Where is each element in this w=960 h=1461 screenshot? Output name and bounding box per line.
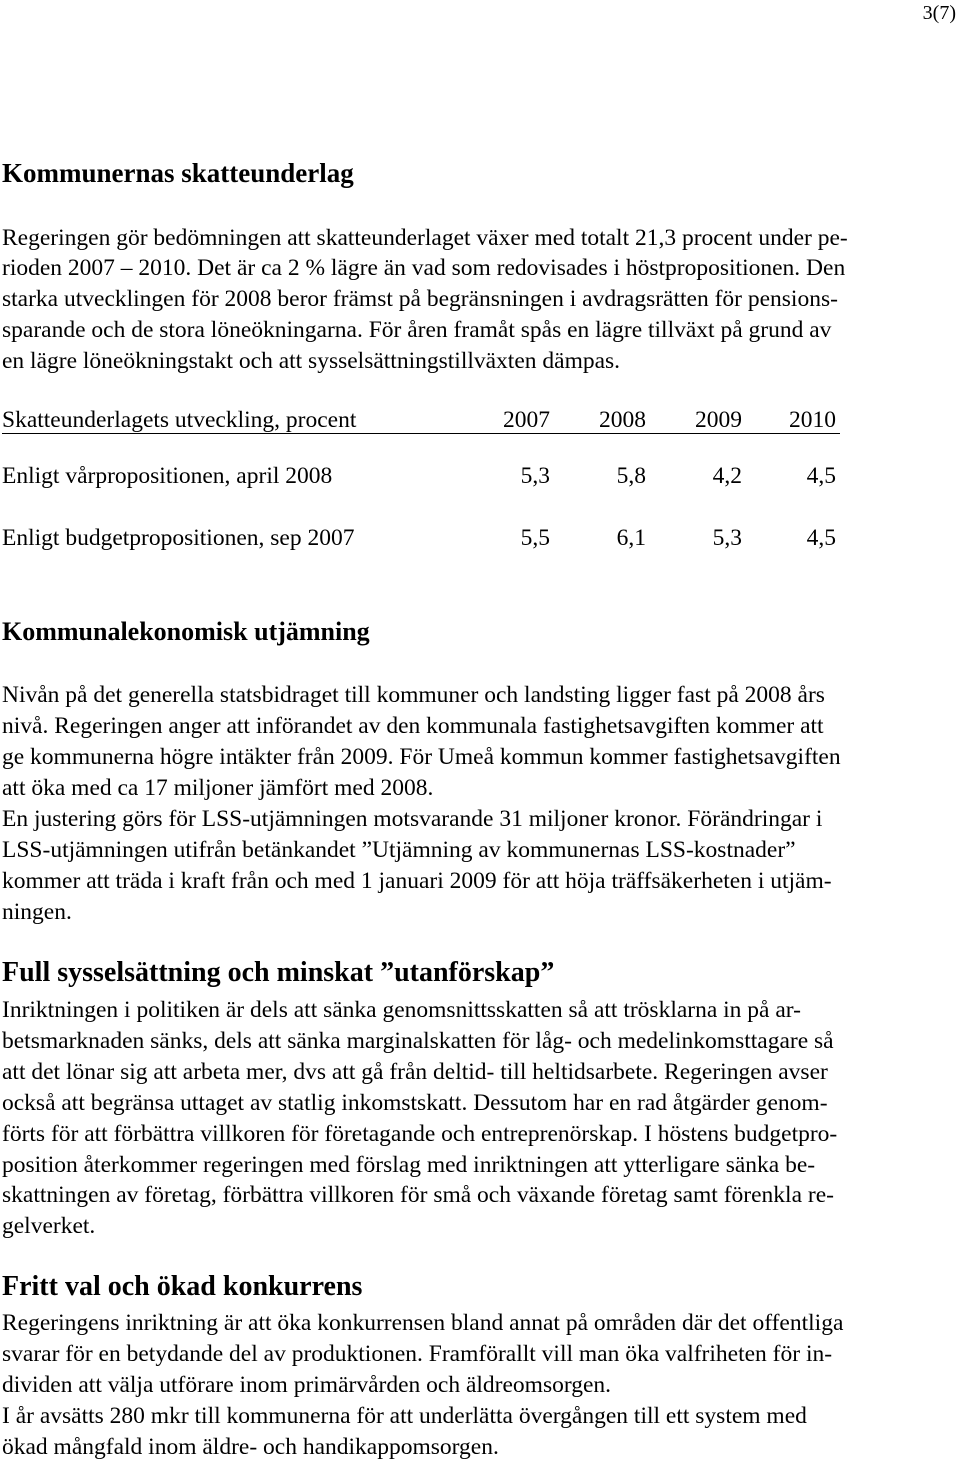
paragraph-line: betsmarknaden sänks, dels att sänka marginalskatten för låg- och medelinkomsttagare så [2, 1028, 834, 1054]
paragraph-line: starka utvecklingen för 2008 beror främst på begränsningen i avdragsrätten för pensions- [2, 286, 838, 312]
paragraph-line: kommer att träda i kraft från och med 1 januari 2009 för att höja träffsäkerheten i utjäm- [2, 868, 832, 894]
table-cell: 5,8 [616, 463, 646, 489]
table-cell: 5,3 [520, 463, 550, 489]
table-header-label: Skatteunderlagets utveckling, procent [2, 407, 357, 433]
year-header: 2009 [695, 407, 742, 433]
table-cell: 6,1 [616, 525, 646, 551]
paragraph-line: rioden 2007 – 2010. Det är ca 2 % lägre än vad som redovisades i höstpropositionen. Den [2, 255, 846, 281]
paragraph-line: position återkommer regeringen med förslag med inriktningen att ytterligare sänka be- [2, 1152, 816, 1178]
paragraph-line: Regeringen gör bedömningen att skatteunderlaget växer med totalt 21,3 procent under pe- [2, 225, 848, 251]
table-cell: 4,2 [712, 463, 742, 489]
paragraph-line: svarar för en betydande del av produktionen. Framförallt vill man öka valfriheten för in- [2, 1341, 833, 1367]
page-number: 3(7) [922, 2, 956, 24]
year-header: 2008 [599, 407, 646, 433]
table-cell: 4,5 [806, 463, 836, 489]
row-label: Enligt budgetpropositionen, sep 2007 [2, 525, 355, 551]
year-header: 2010 [789, 407, 836, 433]
row-label: Enligt vårpropositionen, april 2008 [2, 463, 333, 489]
paragraph-line: I år avsätts 280 mkr till kommunerna för att underlätta övergången till ett system med [2, 1403, 807, 1429]
paragraph-line: nivå. Regeringen anger att införandet av den kommunala fastighetsavgiften kommer att [2, 713, 824, 739]
paragraph-line: att det lönar sig att arbeta mer, dvs att gå från deltid- till heltidsarbete. Regeringen avser [2, 1059, 828, 1085]
paragraph-line: dividen att välja utförare inom primärvården och äldreomsorgen. [2, 1372, 612, 1398]
year-header: 2007 [503, 407, 550, 433]
paragraph-line: ge kommunerna högre intäkter från 2009. För Umeå kommun kommer fastighetsavgiften [2, 744, 841, 770]
paragraph-line: Regeringens inriktning är att öka konkurrensen bland annat på områden där det offentliga [2, 1310, 844, 1336]
table-cell: 4,5 [806, 525, 836, 551]
table-cell: 5,3 [712, 525, 742, 551]
paragraph-line: LSS-utjämningen utifrån betänkandet ”Utjämning av kommunernas LSS-kostnader” [2, 837, 796, 863]
paragraph-line: en lägre löneökningstakt och att sysselsättningstillväxten dämpas. [2, 348, 621, 374]
table-row [2, 524, 842, 552]
heading-skatteunderlag: Kommunernas skatteunderlag [2, 158, 354, 188]
paragraph-line: Inriktningen i politiken är dels att sänka genomsnittsskatten så att trösklarna in på ar- [2, 997, 801, 1023]
header-underline [2, 433, 840, 434]
table-header-row [2, 406, 842, 434]
heading-konkurrens: Fritt val och ökad konkurrens [2, 1271, 363, 1302]
paragraph-line: En justering görs för LSS-utjämningen motsvarande 31 miljoner kronor. Förändringar i [2, 806, 823, 832]
paragraph-line: ningen. [2, 899, 72, 925]
table-cell: 5,5 [520, 525, 550, 551]
paragraph-line: förts för att förbättra villkoren för företagande och entreprenörskap. I höstens budgetpro- [2, 1121, 838, 1147]
table-row [2, 462, 842, 490]
paragraph-line: också att begränsa uttaget av statlig inkomstskatt. Dessutom har en rad åtgärder genom- [2, 1090, 828, 1116]
paragraph-line: skattningen av företag, förbättra villkoren för små och växande företag samt förenkla re- [2, 1182, 834, 1208]
paragraph-line: sparande och de stora löneökningarna. För åren framåt spås en lägre tillväxt på grund av [2, 317, 832, 343]
paragraph-line: ökad mångfald inom äldre- och handikappomsorgen. [2, 1434, 499, 1460]
paragraph-line: gelverket. [2, 1213, 96, 1239]
paragraph-line: att öka med ca 17 miljoner jämfört med 2008. [2, 775, 434, 801]
heading-utjamning: Kommunalekonomisk utjämning [2, 617, 370, 646]
paragraph-line: Nivån på det generella statsbidraget till kommuner och landsting ligger fast på 2008 års [2, 682, 825, 708]
heading-sysselsattning: Full sysselsättning och minskat ”utanförskap” [2, 957, 555, 988]
